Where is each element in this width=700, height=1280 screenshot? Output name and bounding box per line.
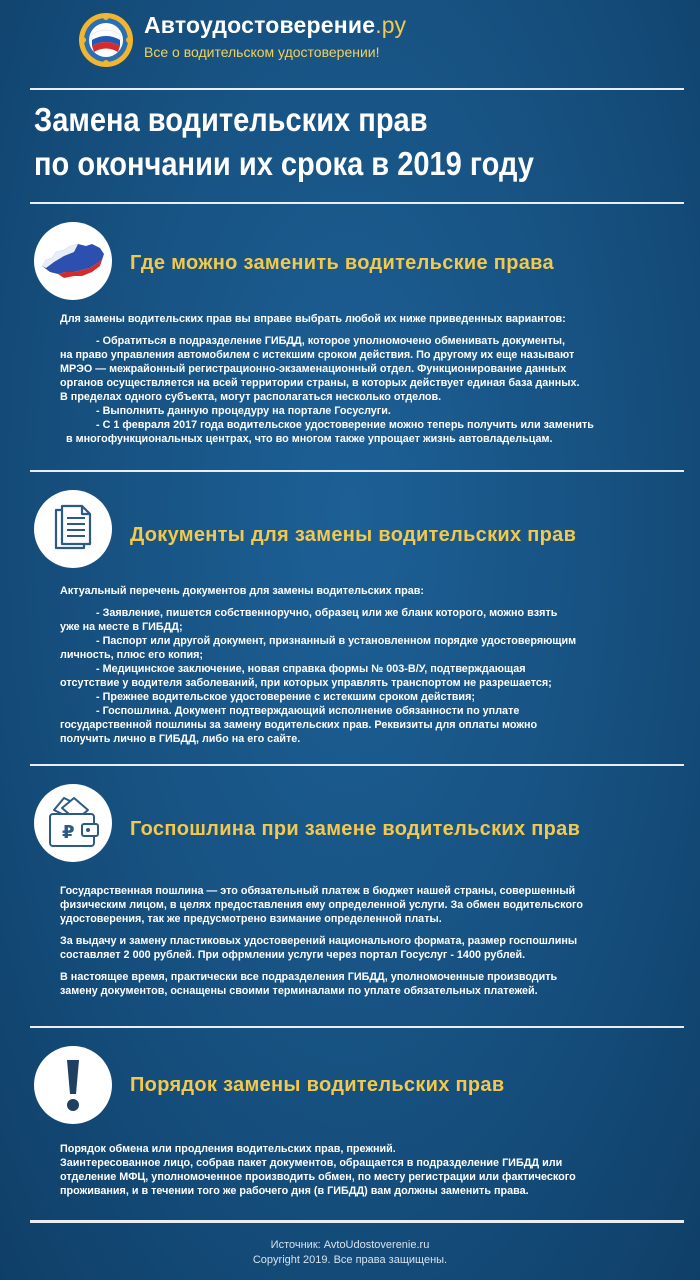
paragraph: получить лично в ГИБДД, либо на его сайте.	[60, 733, 301, 745]
divider	[30, 1026, 684, 1028]
divider	[30, 470, 684, 472]
footer-source[interactable]: Источник: AvtoUdostoverenie.ru	[270, 1239, 430, 1251]
section-heading-procedure: Порядок замены водительских прав	[130, 1074, 505, 1096]
divider	[30, 1220, 684, 1223]
paragraph: физическим лицом, в целях предоставления ему определенной услуги. За обмен водительского	[60, 899, 583, 911]
section-body-fee	[60, 884, 660, 998]
section-body-procedure	[60, 1142, 660, 1198]
site-tagline: Все о водительском удостоверении!	[144, 44, 380, 60]
paragraph: уже на месте в ГИБДД;	[60, 621, 183, 633]
paragraph: личность, плюс его копия;	[60, 649, 203, 661]
russia-map-icon	[34, 222, 112, 300]
paragraph: Для замены водительских прав вы вправе выбрать любой их ниже приведенных вариантов:	[60, 313, 566, 325]
list-item: - Медицинское заключение, новая справка формы № 003-В/У, подтверждающая	[96, 663, 526, 675]
list-item: - Обратиться в подразделение ГИБДД, которое уполномочено обменивать документы,	[96, 335, 565, 347]
paragraph: МРЭО — межрайонный регистрационно-экзаменационный отдел. Функционирование данных	[60, 363, 567, 375]
list-item: - Прежнее водительское удостоверение с истекшим сроком действия;	[96, 691, 475, 703]
documents-icon	[34, 490, 112, 568]
site-name[interactable]	[144, 12, 406, 39]
paragraph: на право управления автомобилем с истекшим сроком действия. По другому их еще называют	[60, 349, 575, 361]
section-heading-fee: Госпошлина при замене водительских прав	[130, 818, 581, 840]
section-body-documents	[60, 584, 660, 746]
paragraph: Государственная пошлина — это обязательный платеж в бюджет нашей страны, совершенный	[60, 885, 576, 897]
list-item: - Заявление, пишется собственноручно, образец или же бланк которого, можно взять	[96, 607, 558, 619]
paragraph: органов осуществляется на всей территории страны, в которых действует единая база данных.	[60, 377, 580, 389]
paragraph: замену документов, оснащены своими терминалами по уплате обязательных платежей.	[60, 985, 538, 997]
paragraph: государственной пошлины за замену водительских прав. Реквизиты для оплаты можно	[60, 719, 538, 731]
paragraph: За выдачу и замену пластиковых удостоверений национального формата, размер госпошлины	[60, 935, 578, 947]
paragraph: Актуальный перечень документов для замены водительских прав:	[60, 585, 424, 597]
page-title-line-2: по окончании их срока в 2019 году	[34, 145, 534, 182]
paragraph: Порядок обмена или продления водительских прав, прежний.	[60, 1143, 396, 1155]
divider	[30, 202, 684, 204]
list-item: - Выполнить данную процедуру на портале Госуслуги.	[96, 405, 391, 417]
section-heading-where: Где можно заменить водительские права	[130, 252, 554, 274]
paragraph: составляет 2 000 рублей. При офрмлении услуги через портал Госуслуг - 1400 рублей.	[60, 949, 526, 961]
footer-copyright: Copyright 2019. Все права защищены.	[252, 1254, 448, 1266]
page-footer	[0, 1238, 700, 1268]
paragraph: в многофункциональных центрах, что во многом также упрощает жизнь автовладельцам.	[66, 433, 553, 445]
exclamation-icon	[34, 1046, 112, 1124]
paragraph: отсутствие у водителя заболеваний, при которых управлять транспортом не разрешается;	[60, 677, 552, 689]
paragraph: Заинтересованное лицо, собрав пакет документов, обращается в подразделение ГИБДД или	[60, 1157, 563, 1169]
page-title-line-1: Замена водительских прав	[34, 101, 428, 138]
divider	[30, 88, 684, 90]
divider	[30, 764, 684, 766]
svg-text:₽: ₽	[62, 822, 75, 843]
page-title	[34, 98, 597, 186]
list-item: - С 1 февраля 2017 года водительское удостоверение можно теперь получить или заменить	[96, 419, 594, 431]
paragraph: отделение МФЦ, уполномоченное производить обмен, по месту регистрации или фактического	[60, 1171, 576, 1183]
paragraph: В настоящее время, практически все подразделения ГИБДД, уполномоченные производить	[60, 971, 558, 983]
site-logo-icon[interactable]	[78, 12, 134, 68]
paragraph: В пределах одного субъекта, могут располагаться несколько отделов.	[60, 391, 442, 403]
list-item: - Паспорт или другой документ, признанный в установленном порядке удостоверяющим	[96, 635, 577, 647]
paragraph: проживания, и в течении того же рабочего дня (в ГИБДД) вам должны заменить права.	[60, 1185, 529, 1197]
site-name-text: Автоудостоверение	[144, 12, 376, 38]
section-heading-documents: Документы для замены водительских прав	[130, 524, 577, 546]
ruble-wallet-icon	[34, 784, 112, 862]
site-header	[0, 0, 700, 80]
section-body-where	[60, 312, 660, 446]
list-item: - Госпошлина. Документ подтверждающий исполнение обязанности по уплате	[96, 705, 520, 717]
paragraph: удостоверения, так же предусмотрено взимание определенной платы.	[60, 913, 442, 925]
site-tld: .ру	[375, 12, 407, 38]
